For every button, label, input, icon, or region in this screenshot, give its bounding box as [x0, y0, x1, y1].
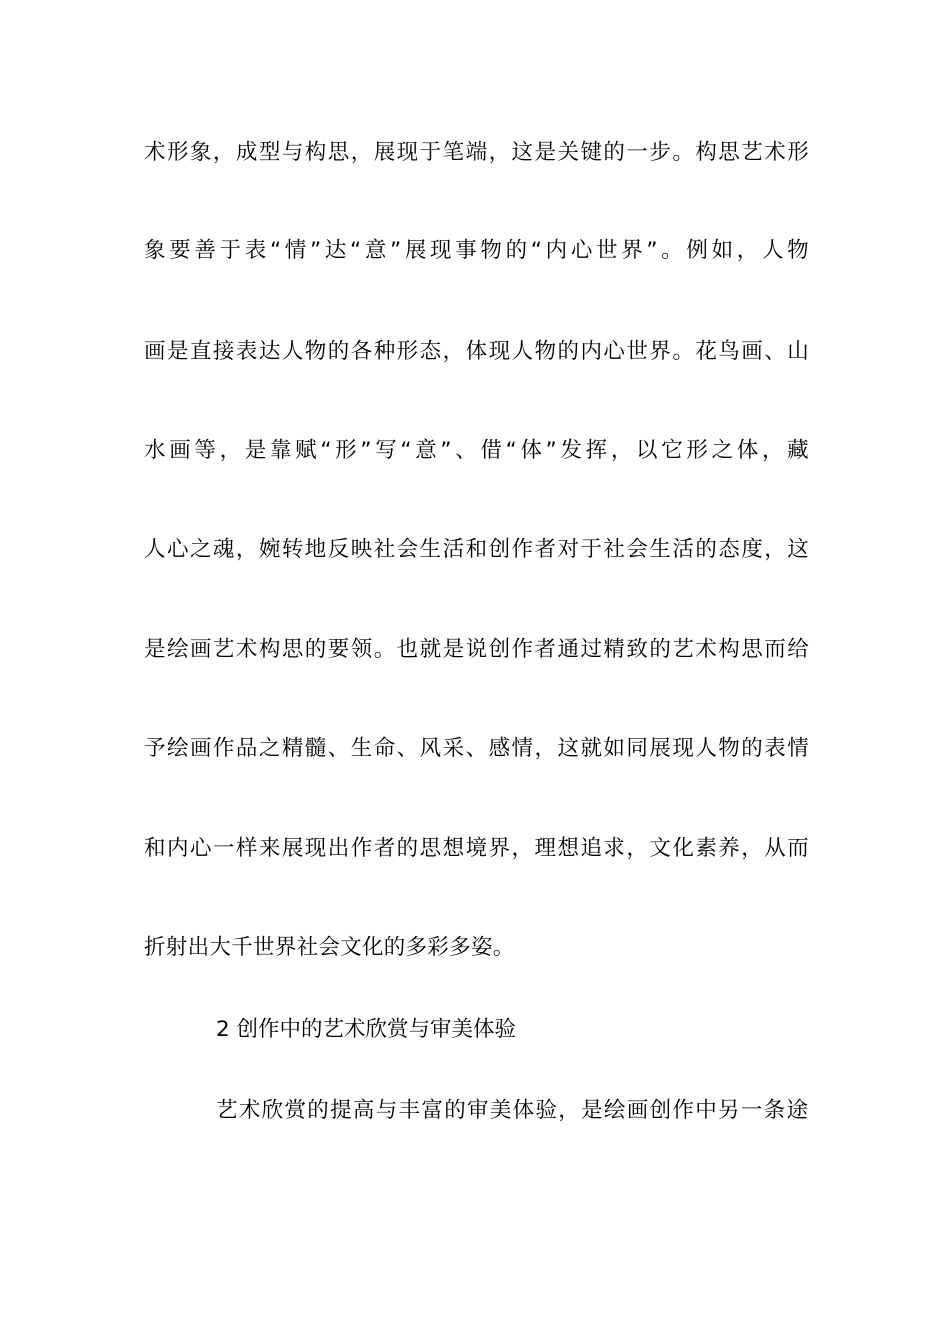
- body-text-line: 画是直接表达人物的各种形态，体现人物的内心世界。花鸟画、山: [144, 339, 809, 364]
- body-text-line: 是绘画艺术构思的要领。也就是说创作者通过精致的艺术构思而给: [144, 637, 809, 662]
- body-text-line: 术形象，成型与构思，展现于笔端，这是关键的一步。构思艺术形: [144, 140, 809, 165]
- body-text-line: 和内心一样来展现出作者的思想境界，理想追求，文化素养，从而: [144, 836, 809, 861]
- paragraph-first-line: 艺术欣赏的提高与丰富的审美体验，是绘画创作中另一条途: [216, 1098, 808, 1123]
- body-text-line: 水画等，是靠赋“形”写“意”、借“体”发挥，以它形之体，藏: [144, 438, 809, 463]
- body-text-line: 象要善于表“情”达“意”展现事物的“内心世界”。例如，人物: [144, 238, 809, 263]
- body-text-line: 人心之魂，婉转地反映社会生活和创作者对于社会生活的态度，这: [144, 537, 809, 562]
- body-text-line-last: 折射出大千世界社会文化的多彩多姿。: [144, 935, 515, 960]
- section-heading: 2 创作中的艺术欣赏与审美体验: [216, 1017, 517, 1042]
- body-text-line: 予绘画作品之精髓、生命、风采、感情，这就如同展现人物的表情: [144, 736, 809, 761]
